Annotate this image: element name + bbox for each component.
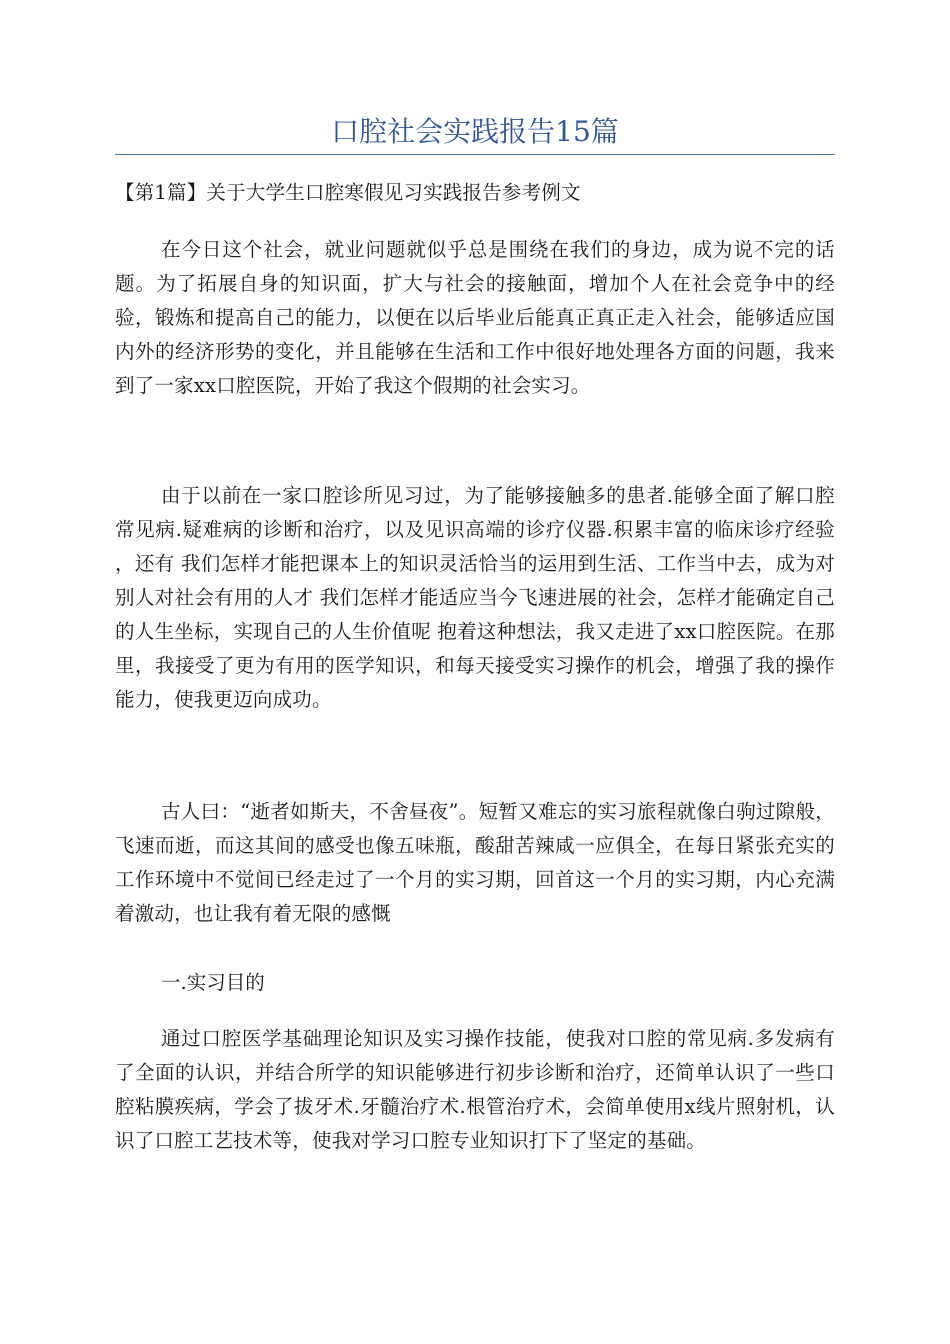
paragraph-2: 由于以前在一家口腔诊所见习过，为了能够接触多的患者.能够全面了解口腔常见病.疑难病的诊断和治疗，以及见识高端的诊疗仪器.积累丰富的临床诊疗经验 ，还有 我们怎样才能把课本上的知识灵活恰当的运用到生活、工作当中去，成为对别人对社会有用的人才 我们怎样才能适应当今飞速进展的社会，怎样才能确定自己的人生坐标，实现自己的人生价值呢 抱着这种想法，我又走进了xx口腔医院。在那里，我接受了更为有用的医学知识，和每天接受实习操作的机会，增强了我的操作能力，使我更迈向成功。 [115, 484, 835, 711]
title-underline [115, 154, 835, 155]
paragraph-1: 在今日这个社会，就业问题就似乎总是围绕在我们的身边，成为说不完的话题。为了拓展自身的知识面，扩大与社会的接触面，增加个人在社会竞争中的经验，锻炼和提高自己的能力，以便在以后毕业后能真正真正走入社会，能够适应国内外的经济形势的变化，并且能够在生活和工作中很好地处理各方面的问题，我来到了一家xx口腔医院，开始了我这个假期的社会实习。 [115, 238, 835, 397]
paragraph-4: 通过口腔医学基础理论知识及实习操作技能，使我对口腔的常见病.多发病有了全面的认识，并结合所学的知识能够进行初步诊断和治疗，还简单认识了一些口腔粘膜疾病，学会了拔牙术.牙髓治疗术.根管治疗术，会简单使用x线片照射机，认识了口腔工艺技术等，使我对学习口腔专业知识打下了坚定的基础。 [115, 1027, 835, 1152]
section-heading: 【第1篇】关于大学生口腔寒假见习实践报告参考例文 [115, 181, 581, 204]
subheading-purpose: 一.实习目的 [161, 971, 265, 994]
page-title: 口腔社会实践报告15篇 [331, 115, 619, 148]
paragraph-3: 古人曰：“逝者如斯夫，不舍昼夜”。短暂又难忘的实习旅程就像白驹过隙般，飞速而逝，而这其间的感受也像五味瓶，酸甜苦辣咸一应俱全，在每日紧张充实的工作环境中不觉间已经走过了一个月的实习期，回首这一个月的实习期，内心充满着激动，也让我有着无限的感慨 [115, 800, 835, 925]
